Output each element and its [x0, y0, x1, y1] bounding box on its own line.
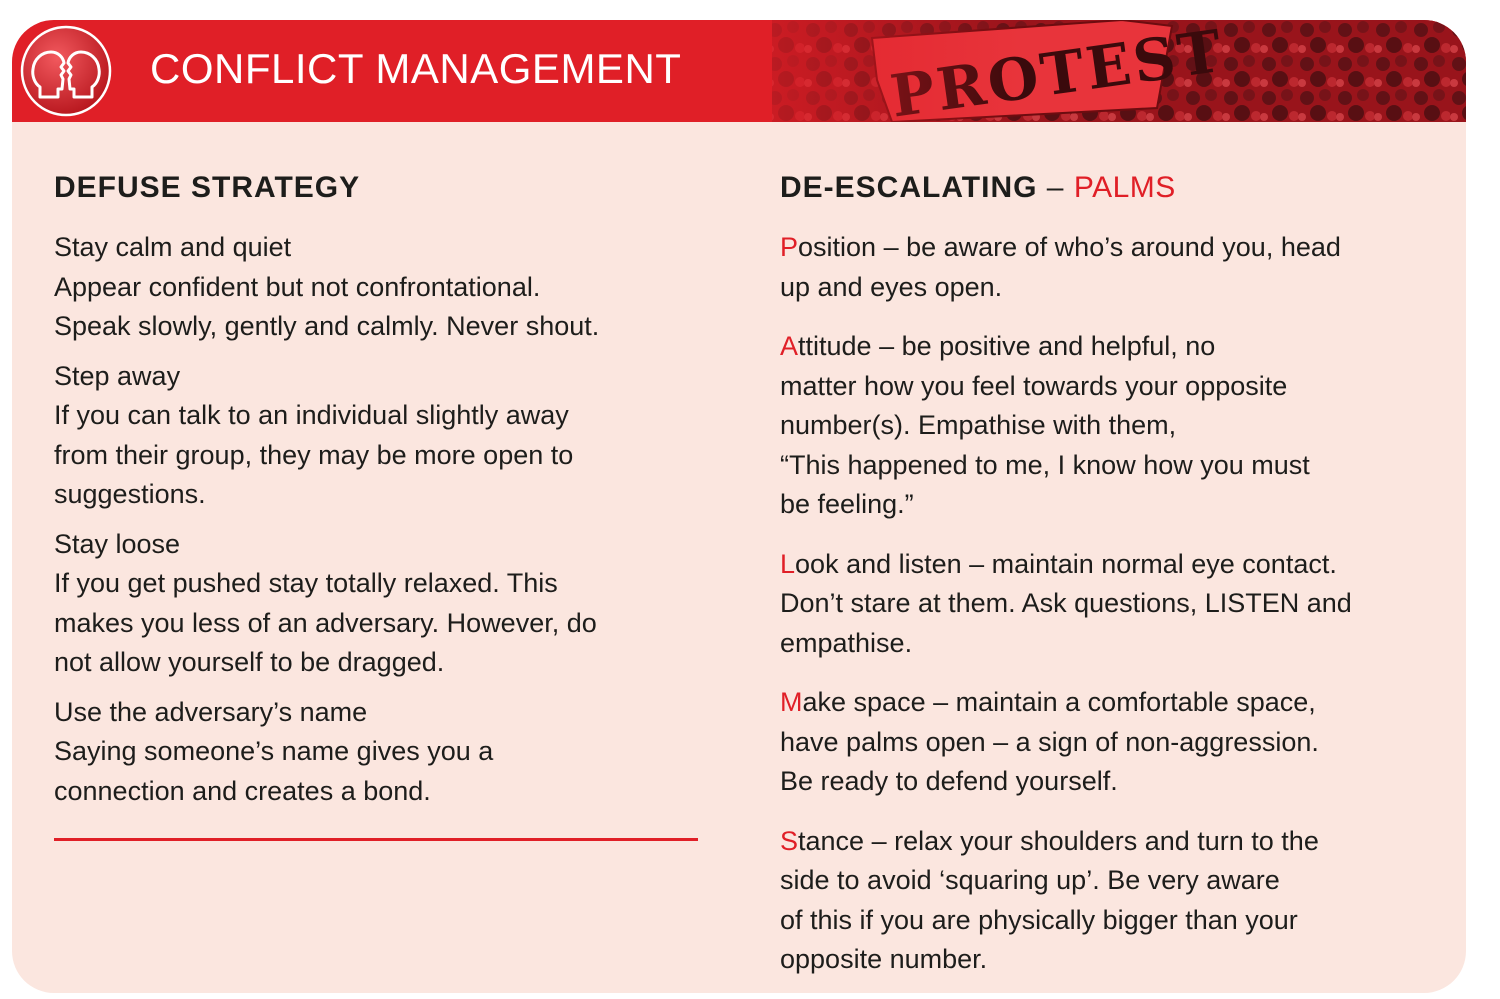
- strategy-block: [54, 228, 714, 347]
- palms-item-attitude: [780, 327, 1440, 525]
- acronym-letter: S: [780, 825, 799, 856]
- strategy-line: Saying someone’s name gives you a: [54, 736, 494, 766]
- card-header: [12, 20, 1466, 122]
- info-card: [12, 20, 1466, 993]
- palms-item-look-and-listen: [780, 545, 1440, 664]
- strategy-line: from their group, they may be more open to: [54, 439, 574, 470]
- item-line: side to avoid ‘squaring up’. Be very aware: [780, 865, 1280, 895]
- strategy-line: suggestions.: [54, 479, 206, 509]
- heading-acronym: PALMS: [1073, 171, 1176, 204]
- section-heading-defuse: DEFUSE STRATEGY: [54, 171, 361, 204]
- item-text: ake space – maintain a comfortable space,: [802, 687, 1316, 717]
- item-line: Don’t stare at them. Ask questions, LISTEN and: [780, 588, 1352, 618]
- palms-item-stance: [780, 822, 1440, 980]
- strategy-line: connection and creates a bond.: [54, 775, 431, 806]
- item-line: of this if you are physically bigger than your: [780, 904, 1298, 935]
- heading-main: DE-ESCALATING: [780, 171, 1038, 204]
- strategy-title: Step away: [54, 360, 181, 391]
- two-heads-facing-icon: [18, 23, 114, 119]
- strategy-title: Stay calm and quiet: [54, 232, 292, 262]
- item-line: empathise.: [780, 627, 913, 658]
- page-title: CONFLICT MANAGEMENT: [150, 45, 682, 92]
- item-text: ook and listen – maintain normal eye contact.: [795, 548, 1337, 579]
- strategy-block: [54, 357, 714, 515]
- acronym-letter: L: [780, 548, 796, 579]
- item-line: Be ready to defend yourself.: [780, 766, 1118, 796]
- strategy-block: [54, 693, 714, 812]
- strategy-line: If you get pushed stay totally relaxed. This: [54, 568, 558, 598]
- item-line: “This happened to me, I know how you must: [780, 449, 1310, 480]
- heading-dash: –: [1037, 171, 1074, 204]
- palms-item-position: [780, 228, 1440, 307]
- strategy-line: not allow yourself to be dragged.: [54, 647, 445, 677]
- item-line: have palms open – a sign of non-aggression.: [780, 726, 1319, 757]
- strategy-block: [54, 525, 714, 683]
- section-heading-de-escalating: [780, 170, 1440, 206]
- item-line: opposite number.: [780, 944, 988, 974]
- item-line: number(s). Empathise with them,: [780, 410, 1177, 440]
- palms-item-make-space: [780, 683, 1440, 802]
- item-line: matter how you feel towards your opposite: [780, 370, 1288, 401]
- strategy-line: makes you less of an adversary. However, do: [54, 607, 597, 638]
- acronym-letter: P: [780, 232, 799, 262]
- strategy-line: Appear confident but not confrontational.: [54, 271, 541, 302]
- item-text: osition – be aware of who’s around you, head: [798, 232, 1341, 262]
- strategy-title: Use the adversary’s name: [54, 696, 368, 727]
- de-escalating-section: [780, 170, 1440, 993]
- item-text: tance – relax your shoulders and turn to the: [798, 825, 1319, 856]
- item-line: up and eyes open.: [780, 271, 1003, 302]
- strategy-line: If you can talk to an individual slightly away: [54, 400, 569, 430]
- defuse-strategy-section: [54, 170, 714, 821]
- acronym-letter: M: [780, 687, 803, 717]
- strategy-line: Speak slowly, gently and calmly. Never shout.: [54, 311, 600, 341]
- item-text: ttitude – be positive and helpful, no: [798, 331, 1216, 361]
- section-divider: [54, 838, 698, 841]
- acronym-letter: A: [780, 331, 799, 361]
- strategy-title: Stay loose: [54, 528, 181, 559]
- item-line: be feeling.”: [780, 489, 914, 519]
- protest-photo: [652, 20, 1466, 122]
